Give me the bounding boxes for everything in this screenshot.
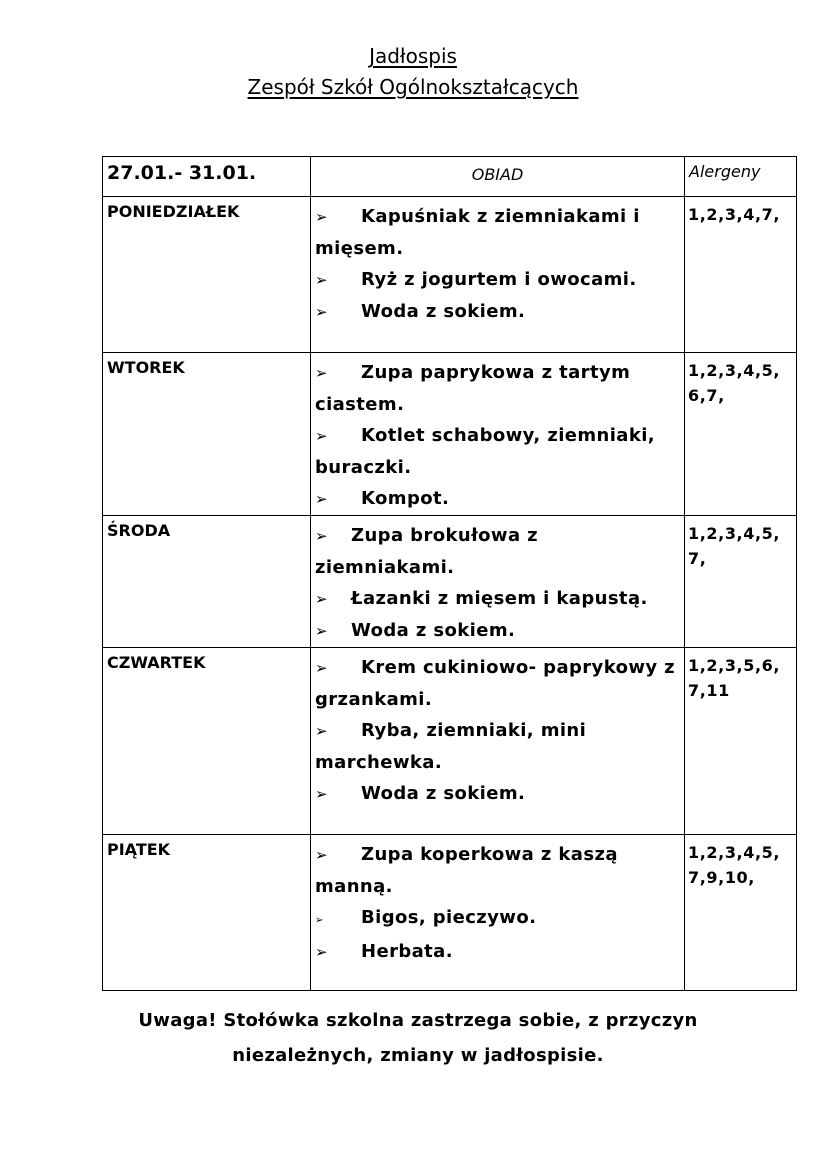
bullet-arrow-icon: ➢: [315, 303, 328, 321]
meal-item: [315, 583, 681, 615]
day-name: WTOREK: [103, 353, 311, 516]
day-name: CZWARTEK: [103, 648, 311, 835]
allergens: 1,2,3,4,5,7,9,10,: [685, 835, 797, 991]
meal-item: [315, 201, 681, 264]
meal-list: [311, 835, 685, 991]
menu-table: [102, 156, 797, 991]
meal-item: [315, 778, 681, 810]
meal-text: Woda z sokiem.: [361, 301, 526, 322]
meal-item: [315, 715, 681, 778]
bullet-arrow-icon: ➢: [315, 846, 328, 864]
meal-text: Herbata.: [361, 941, 453, 962]
meal-item: [315, 520, 681, 583]
table-row: [103, 197, 797, 353]
allergens: 1,2,3,4,5,7,: [685, 516, 797, 648]
meal-text: Woda z sokiem.: [351, 620, 516, 641]
table-header-row: [103, 157, 797, 197]
bullet-arrow-icon: ➢: [315, 943, 328, 961]
bullet-arrow-icon: ➢: [315, 590, 328, 608]
bullet-arrow-icon: ➢: [315, 271, 328, 289]
meal-item: [315, 652, 681, 715]
note-line: Uwaga! Stołówka szkolna zastrzega sobie, z przyczyn: [138, 1010, 698, 1031]
note-line: niezależnych, zmiany w jadłospisie.: [232, 1045, 604, 1066]
school-name: Zespół Szkół Ogólnokształcących: [247, 75, 579, 99]
meal-list: [311, 648, 685, 835]
bullet-arrow-icon: ➢: [315, 659, 328, 677]
meal-item: [315, 615, 681, 647]
bullet-arrow-icon: ➢: [315, 427, 328, 445]
column-header-meal: OBIAD: [311, 157, 685, 197]
bullet-arrow-icon: ➢: [315, 915, 324, 926]
meal-text: Ryba, ziemniaki, mini marchewka.: [315, 720, 587, 773]
meal-text: Woda z sokiem.: [361, 783, 526, 804]
day-name: ŚRODA: [103, 516, 311, 648]
meal-text: Ryż z jogurtem i owocami.: [361, 269, 637, 290]
meal-text: Krem cukiniowo- paprykowy z grzankami.: [315, 657, 676, 710]
meal-item: [315, 902, 681, 936]
bullet-arrow-icon: ➢: [315, 527, 328, 545]
allergens: 1,2,3,4,5,6,7,: [685, 353, 797, 516]
meal-text: Zupa koperkowa z kaszą manną.: [315, 844, 618, 897]
day-name: PIĄTEK: [103, 835, 311, 991]
meal-text: Zupa paprykowa z tartym ciastem.: [315, 362, 631, 415]
column-header-allergens: Alergeny: [685, 157, 797, 197]
meal-item: [315, 357, 681, 420]
meal-list: [311, 516, 685, 648]
meal-text: Łazanki z mięsem i kapustą.: [351, 588, 648, 609]
meal-item: [315, 296, 681, 328]
meal-item: [315, 264, 681, 296]
bullet-arrow-icon: ➢: [315, 208, 328, 226]
bullet-arrow-icon: ➢: [315, 364, 328, 382]
meal-text: Kotlet schabowy, ziemniaki, buraczki.: [315, 425, 656, 478]
allergens: 1,2,3,5,6,7,11: [685, 648, 797, 835]
menu-title: Jadłospis: [369, 44, 457, 68]
bullet-arrow-icon: ➢: [315, 622, 328, 640]
day-name: PONIEDZIAŁEK: [103, 197, 311, 353]
table-row: [103, 648, 797, 835]
bullet-arrow-icon: ➢: [315, 490, 328, 508]
bullet-arrow-icon: ➢: [315, 785, 328, 803]
meal-item: [315, 936, 681, 968]
meal-item: [315, 420, 681, 483]
table-row: [103, 353, 797, 516]
disclaimer-note: [0, 1003, 826, 1073]
meal-text: Kapuśniak z ziemniakami i mięsem.: [315, 206, 640, 259]
meal-list: [311, 197, 685, 353]
meal-text: Bigos, pieczywo.: [361, 907, 537, 928]
date-range: 27.01.- 31.01.: [103, 157, 311, 197]
meal-list: [311, 353, 685, 516]
meal-text: Zupa brokułowa z ziemniakami.: [315, 525, 539, 578]
meal-item: [315, 483, 681, 515]
table-row: [103, 516, 797, 648]
bullet-arrow-icon: ➢: [315, 722, 328, 740]
allergens: 1,2,3,4,7,: [685, 197, 797, 353]
table-row: [103, 835, 797, 991]
meal-item: [315, 839, 681, 902]
meal-text: Kompot.: [361, 488, 450, 509]
